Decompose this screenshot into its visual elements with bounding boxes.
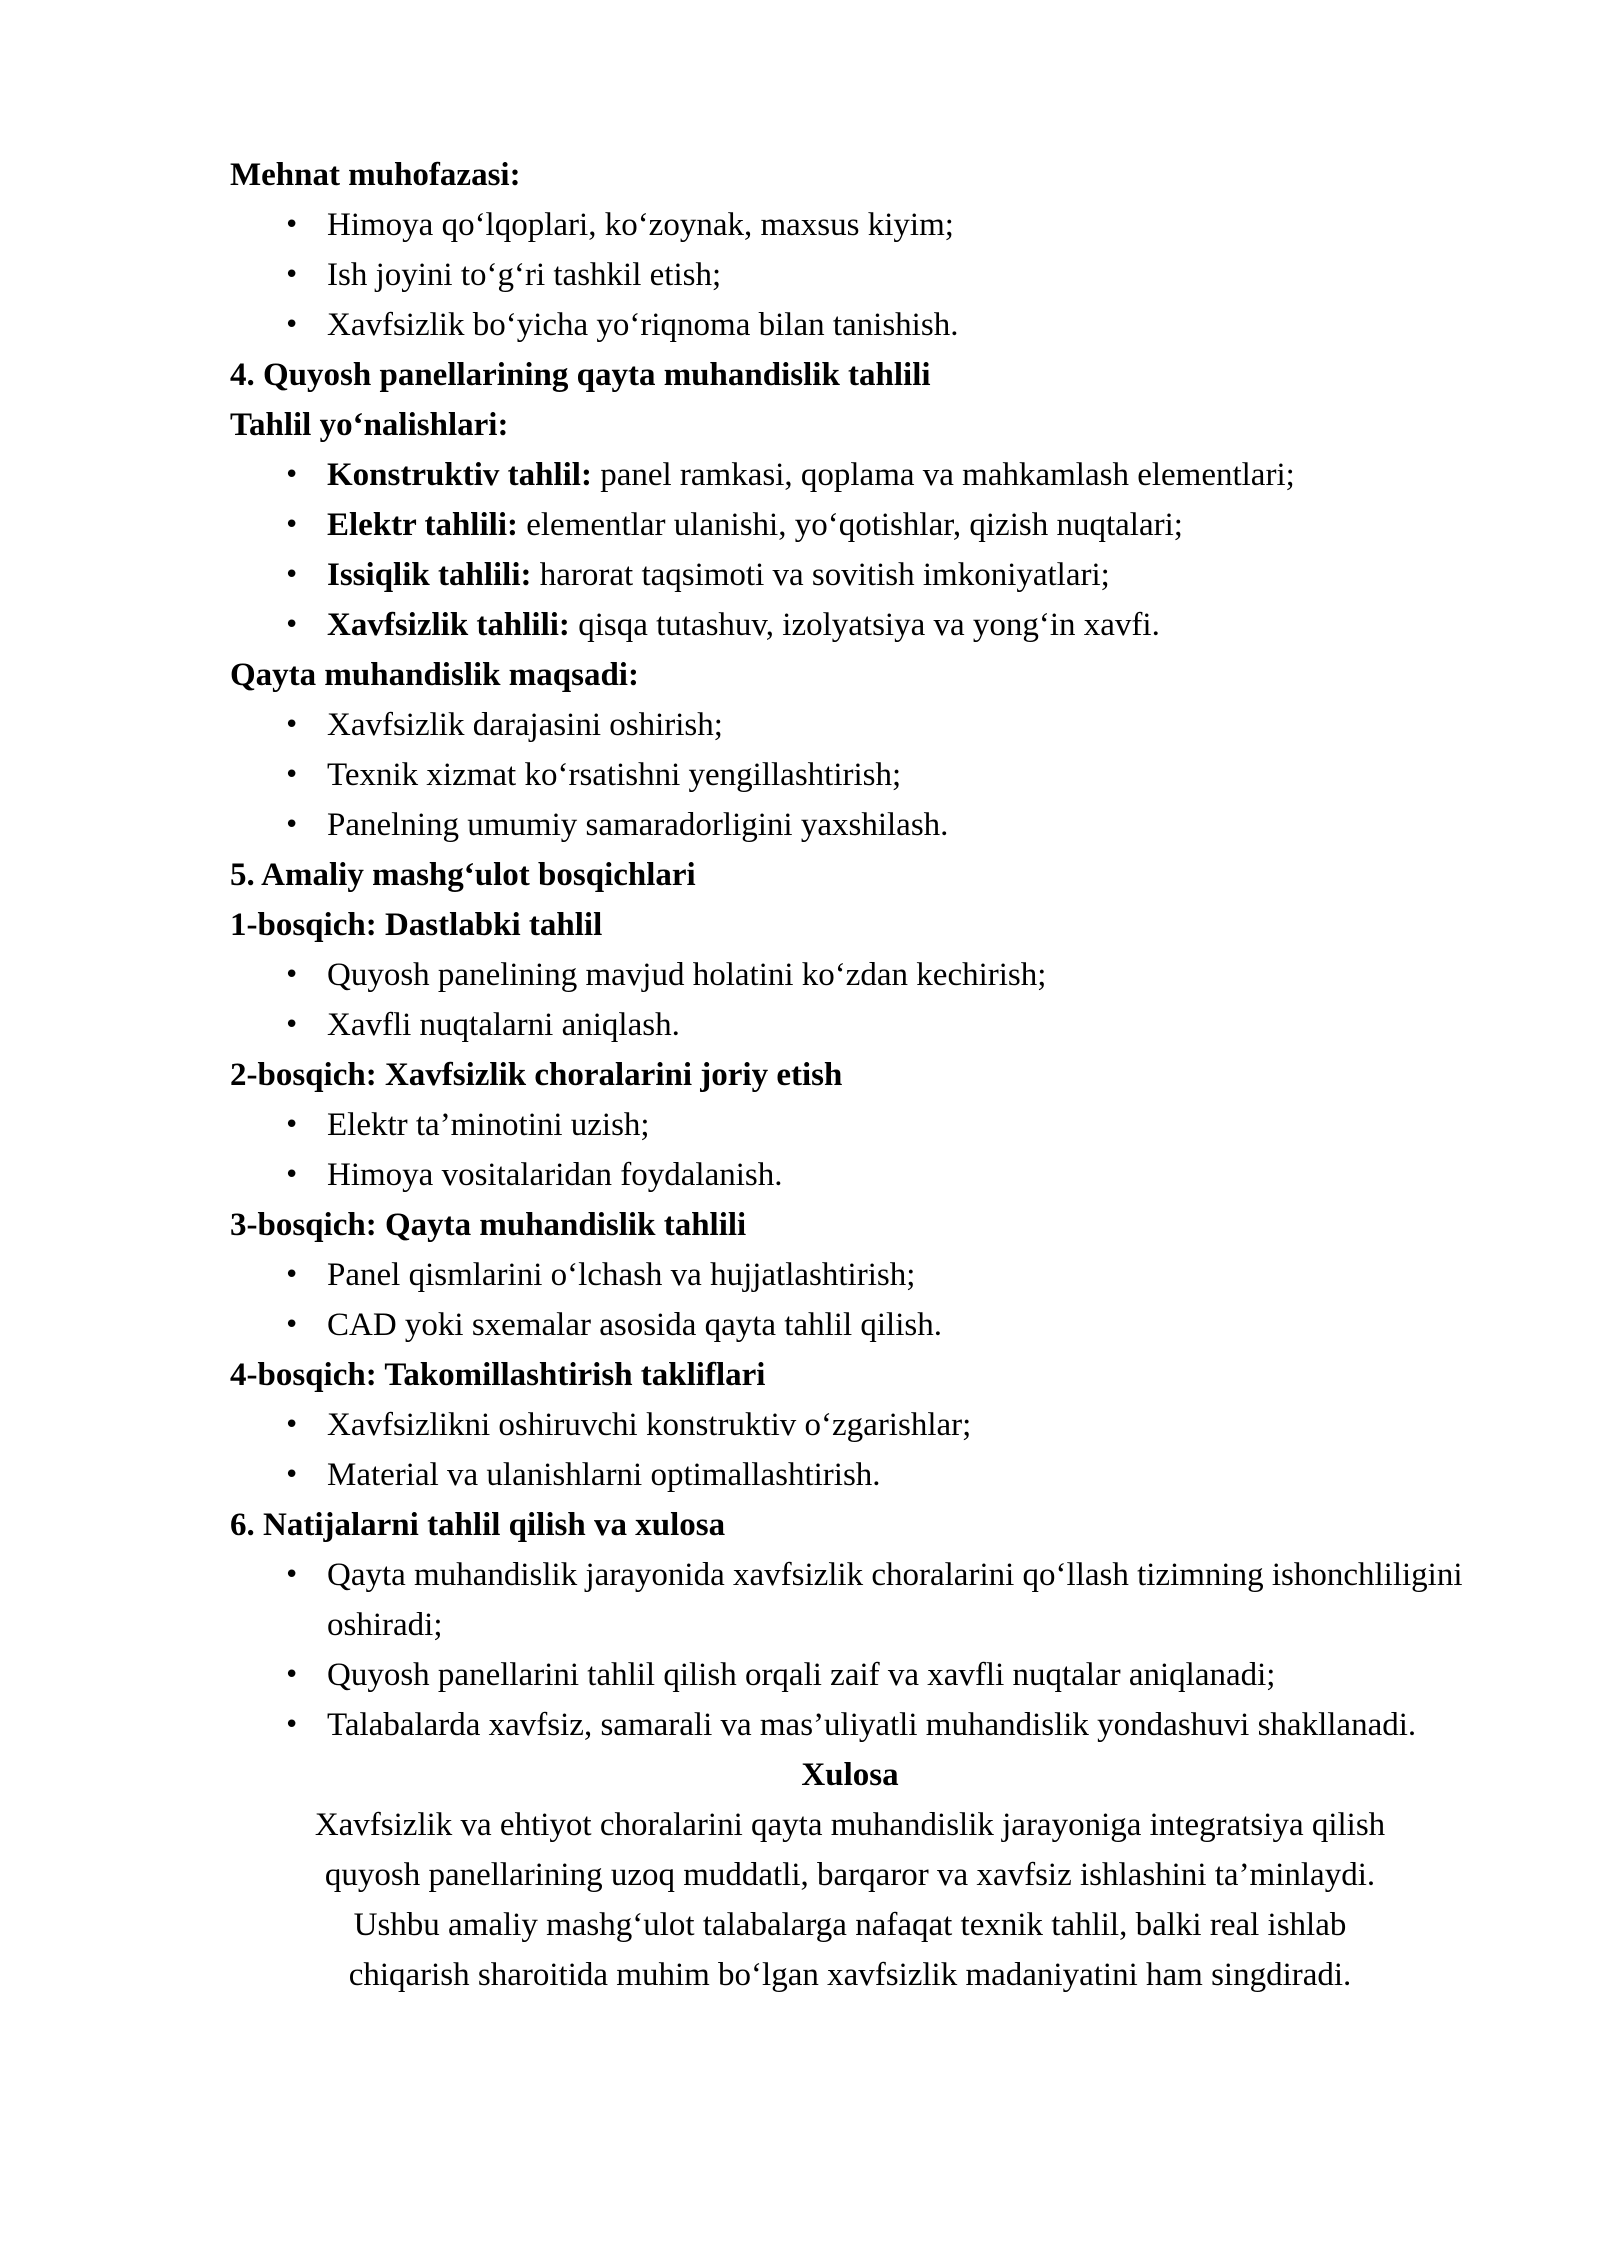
list-item: • CAD yoki sxemalar asosida qayta tahlil qilish. xyxy=(230,1300,1470,1350)
bullet-list-stage-2 xyxy=(230,1100,1470,1200)
item-label: Konstruktiv tahlil: xyxy=(327,457,592,493)
list-item: • Ish joyini to‘g‘ri tashkil etish; xyxy=(230,250,1470,300)
list-item xyxy=(230,550,1470,600)
conclusion-line: Ushbu amaliy mashg‘ulot talabalarga nafaqat texnik tahlil, balki real ishlab xyxy=(353,1907,1347,1943)
stage-title-2: 2-bosqich: Xavfsizlik choralarini joriy etish xyxy=(230,1057,843,1093)
list-item: • Himoya qo‘lqoplari, ko‘zoynak, maxsus kiyim; xyxy=(230,200,1470,250)
conclusion-paragraph xyxy=(230,1800,1470,2000)
item-label: Xavfsizlik tahlili: xyxy=(327,607,570,643)
list-item: • Xavfsizlikni oshiruvchi konstruktiv o‘zgarishlar; xyxy=(230,1400,1470,1450)
bullet-list-tahlil xyxy=(230,450,1470,650)
section-heading-4: 4. Quyosh panellarining qayta muhandislik tahlili xyxy=(230,357,931,393)
list-item: • Xavfli nuqtalarni aniqlash. xyxy=(230,1000,1470,1050)
list-item: • Panelning umumiy samaradorligini yaxshilash. xyxy=(230,800,1470,850)
item-text: harorat taqsimoti va sovitish imkoniyatlari; xyxy=(531,557,1110,593)
page-content xyxy=(230,150,1470,2000)
item-label: Issiqlik tahlili: xyxy=(327,557,532,593)
bullet-list-natijalar xyxy=(230,1550,1470,1750)
section-heading-6: 6. Natijalarni tahlil qilish va xulosa xyxy=(230,1507,726,1543)
stage-title-3: 3-bosqich: Qayta muhandislik tahlili xyxy=(230,1207,747,1243)
subheading-tahlil: Tahlil yo‘nalishlari: xyxy=(230,407,509,443)
item-label: Elektr tahlili: xyxy=(327,507,518,543)
conclusion-title: Xulosa xyxy=(801,1757,899,1793)
section-heading-5: 5. Amaliy mashg‘ulot bosqichlari xyxy=(230,857,696,893)
stage-title-4: 4-bosqich: Takomillashtirish takliflari xyxy=(230,1357,766,1393)
stage-title-1: 1-bosqich: Dastlabki tahlil xyxy=(230,907,603,943)
list-item: • Talabalarda xavfsiz, samarali va mas’uliyatli muhandislik yondashuvi shakllanadi. xyxy=(230,1700,1470,1750)
list-item xyxy=(230,500,1470,550)
list-item: • Material va ulanishlarni optimallashtirish. xyxy=(230,1450,1470,1500)
list-item: • Elektr ta’minotini uzish; xyxy=(230,1100,1470,1150)
bullet-list-stage-1 xyxy=(230,950,1470,1050)
list-item: • Quyosh panellarini tahlil qilish orqali zaif va xavfli nuqtalar aniqlanadi; xyxy=(230,1650,1470,1700)
list-item: • Panel qismlarini o‘lchash va hujjatlashtirish; xyxy=(230,1250,1470,1300)
bullet-list-stage-3 xyxy=(230,1250,1470,1350)
list-item: • Himoya vositalaridan foydalanish. xyxy=(230,1150,1470,1200)
bullet-list-maqsad xyxy=(230,700,1470,850)
list-item: • Xavfsizlik bo‘yicha yo‘riqnoma bilan tanishish. xyxy=(230,300,1470,350)
subheading-maqsad: Qayta muhandislik maqsadi: xyxy=(230,657,639,693)
bullet-list-stage-4 xyxy=(230,1400,1470,1500)
bullet-list-mehnat xyxy=(230,200,1470,350)
list-item: • Qayta muhandislik jarayonida xavfsizlik choralarini qo‘llash tizimning ishonchliligini oshiradi; xyxy=(230,1550,1470,1650)
conclusion-line: Xavfsizlik va ehtiyot choralarini qayta muhandislik jarayoniga integratsiya qilish xyxy=(314,1807,1386,1843)
list-item: • Quyosh panelining mavjud holatini ko‘zdan kechirish; xyxy=(230,950,1470,1000)
item-text: qisqa tutashuv, izolyatsiya va yong‘in xavfi. xyxy=(569,607,1160,643)
section-heading-mehnat: Mehnat muhofazasi: xyxy=(230,157,521,193)
list-item xyxy=(230,450,1470,500)
list-item xyxy=(230,600,1470,650)
conclusion-line: quyosh panellarining uzoq muddatli, barqaror va xavfsiz ishlashini ta’minlaydi. xyxy=(324,1857,1376,1893)
list-item: • Xavfsizlik darajasini oshirish; xyxy=(230,700,1470,750)
list-item: • Texnik xizmat ko‘rsatishni yengillashtirish; xyxy=(230,750,1470,800)
item-text: elementlar ulanishi, yo‘qotishlar, qizish nuqtalari; xyxy=(517,507,1183,543)
item-text: panel ramkasi, qoplama va mahkamlash elementlari; xyxy=(591,457,1295,493)
conclusion-line: chiqarish sharoitida muhim bo‘lgan xavfsizlik madaniyatini ham singdiradi. xyxy=(348,1957,1352,1993)
